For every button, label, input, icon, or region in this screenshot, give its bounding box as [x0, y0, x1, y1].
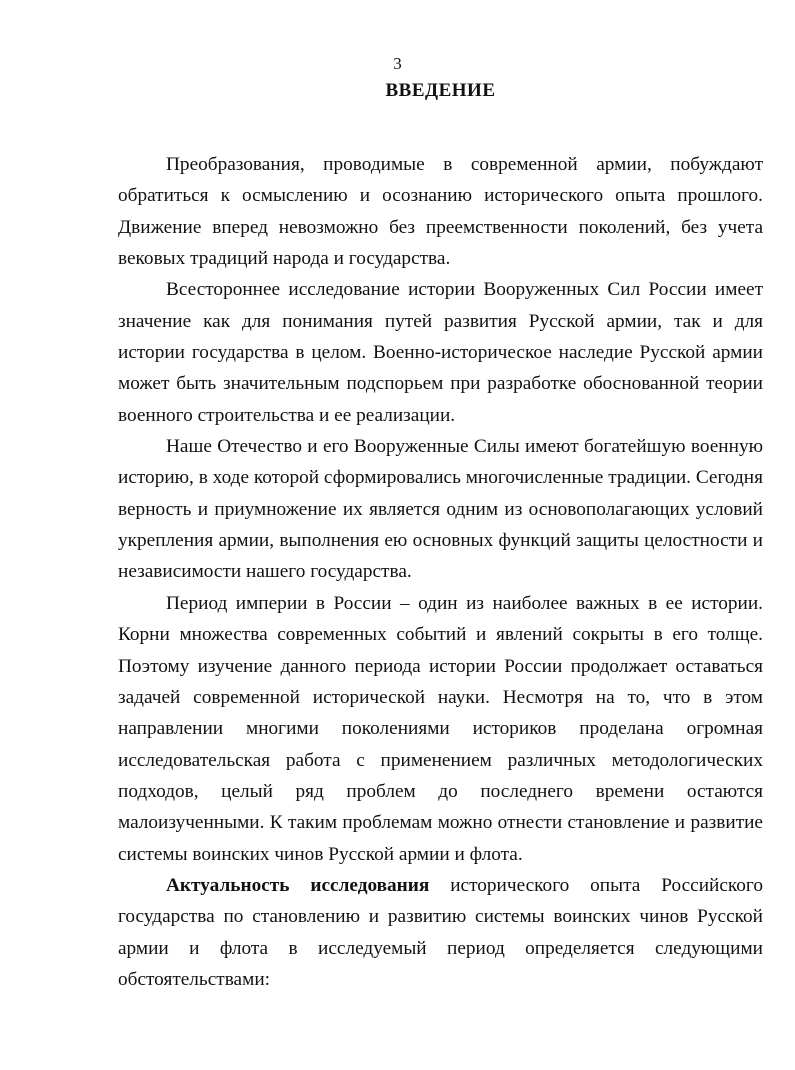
paragraph-5	[118, 870, 763, 995]
paragraph-3: Наше Отечество и его Вооруженные Силы имеют богатейшую военную историю, в ходе которой сформировались многочисленные традиции. Сегодня верность и приумножение их является одним из основополагающих условий укрепления армии, выполнения ею основных функций защиты целостности и независимости нашего государства.	[118, 436, 763, 583]
paragraph-1: Преобразования, проводимые в современной армии, побуждают обратиться к осмыслению и осознанию исторического опыта прошлого. Движение вперед невозможно без преемственности поколений, без учета вековых традиций народа и государства.	[118, 154, 763, 270]
relevance-text: исторического опыта Российского государства по становлению и развитию системы воинских чинов Русской армии и флота в исследуемый период определяется следующими обстоятельствами:	[118, 874, 763, 990]
paragraph-4: Период империи в России – один из наиболее важных в ее истории. Корни множества современных событий и явлений сокрыты в его толще. Поэтому изучение данного периода истории России продолжает оставаться задачей современной исторической науки. Несмотря на то, что в этом направлении многими поколениями историков проделана огромная исследовательская работа с применением различных методологических подходов, целый ряд проблем до последнего времени остаются малоизученными. К таким проблемам можно отнести становление и развитие системы воинских чинов Русской армии и флота.	[118, 592, 763, 865]
body-text	[118, 149, 763, 995]
page-number: 3	[393, 54, 402, 73]
page-title: ВВЕДЕНИЕ	[385, 80, 496, 101]
paragraph-2: Всестороннее исследование истории Вооруженных Сил России имеет значение как для понимания путей развития Русской армии, так и для истории государства в целом. Военно-историческое наследие Русской армии может быть значительным подспорьем при разработке обоснованной теории военного строительства и ее реализации.	[118, 279, 763, 426]
relevance-lead: Актуальность исследования	[166, 874, 430, 896]
